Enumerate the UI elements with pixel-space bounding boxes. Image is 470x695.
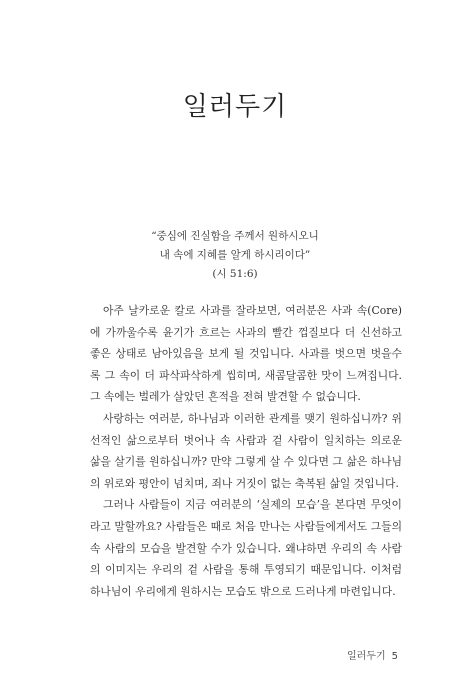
paragraph-1: 아주 날카로운 칼로 사과를 잘라보면, 여러분은 사과 속(Core)에 가까울수록 윤기가 흐르는 사과의 빨간 껍질보다 더 신선하고 좋은 상태로 남아있음을 보게 될 것입니다. 사과를 벗으면 벗을수록 그 속이 더 파삭파삭하게 씹히며, 새콤달콤한 맛이 느껴집니다. 그 속에는 벌레가 살았던 흔적을 전혀 발견할 수 없습니다. — [90, 304, 402, 404]
paragraph-2: 사랑하는 여러분, 하나님과 이러한 관계를 맺기 원하십니까? 위선적인 삶으로부터 벗어나 속 사람과 겉 사람이 일치하는 의로운 삶을 살기를 원하십니까? 만약 그렇게 살 수 있다면 그 삶은 하나님의 위로와 평안이 넘치며, 죄나 거짓이 없는 축복된 삶일 것입니다. — [90, 411, 402, 490]
epigraph-line-1: “중심에 진실함을 주께서 원하시오니 — [151, 230, 319, 242]
epigraph-line-2: 내 속에 지혜를 알게 하시리이다” — [159, 249, 311, 261]
paragraph-3: 그러나 사람들이 지금 여러분의 ‘실제의 모습’을 본다면 무엇이라고 말할까요? 사람들은 때로 처음 만나는 사람들에게서도 그들의 속 사람의 모습을 발견할 수가 있습니다. 왜냐하면 우리의 속 사람의 이미지는 우리의 겉 사람을 통해 투영되기 때문입니다. 이처럼 하나님이 우리에게 원하시는 모습도 밖으로 드러나게 마련입니다. — [90, 498, 402, 598]
page-number: 5 — [391, 651, 398, 662]
body-text — [90, 300, 402, 602]
footer-section-title: 일러두기 — [346, 651, 386, 662]
running-footer — [347, 647, 398, 662]
page-title: 일러두기 — [182, 92, 288, 122]
epigraph — [0, 227, 470, 284]
epigraph-reference: (시 51:6) — [212, 268, 258, 280]
